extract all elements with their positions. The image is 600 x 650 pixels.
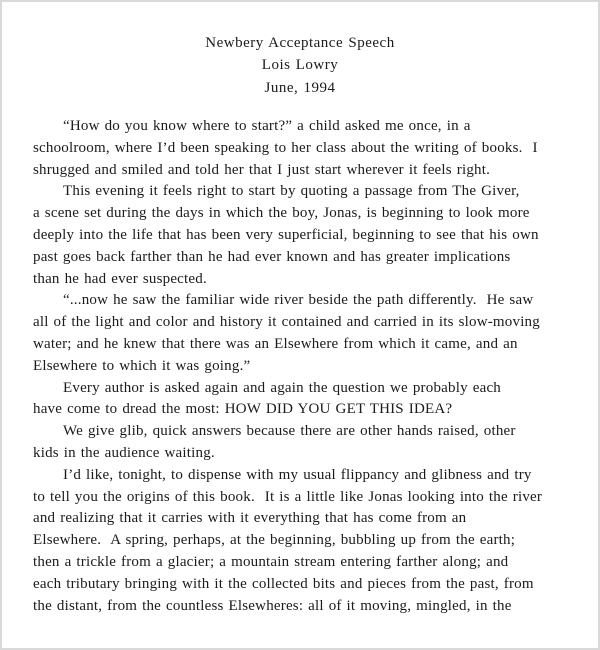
- text-line: deeply into the life that has been very superficial, beginning to see that his own: [33, 226, 539, 243]
- text-line: kids in the audience waiting.: [33, 444, 215, 461]
- text-line: “How do you know where to start?” a child asked me once, in a: [63, 118, 471, 134]
- text-line: and realizing that it carries with it everything that has come from an: [33, 510, 467, 527]
- text-line: I’d like, tonight, to dispense with my usual flippancy and glibness and try: [63, 466, 532, 483]
- text-line: past goes back farther than he had ever known and has greater implications: [33, 248, 511, 265]
- text-line: have come to dread the most: HOW DID YOU GET THIS IDEA?: [33, 401, 453, 418]
- text-line: all of the light and color and history it contained and carried in its slow-moving: [33, 314, 540, 331]
- text-line: schoolroom, where I’d been speaking to her class about the writing of books. I: [33, 139, 538, 156]
- text-line: water; and he knew that there was an Elsewhere from which it came, and an: [33, 335, 518, 352]
- document-title: Newbery Acceptance Speech: [205, 35, 395, 51]
- text-line: a scene set during the days in which the boy, Jonas, is beginning to look more: [33, 205, 530, 222]
- text-line: shrugged and smiled and told her that I just start wherever it feels right.: [33, 161, 491, 178]
- text-line: Elsewhere. A spring, perhaps, at the beginning, bubbling up from the earth;: [33, 532, 516, 549]
- document-body: [33, 116, 578, 617]
- text-line: to tell you the origins of this book. It is a little like Jonas looking into the river: [33, 488, 543, 505]
- text-line: “...now he saw the familiar wide river beside the path differently. He saw: [63, 292, 534, 309]
- text-line: This evening it feels right to start by quoting a passage from The Giver,: [63, 183, 520, 200]
- text-line: the distant, from the countless Elsewheres: all of it moving, mingled, in the: [33, 597, 512, 614]
- text-line: than he had ever suspected.: [33, 270, 207, 287]
- text-line: each tributary bringing with it the collected bits and pieces from the past, from: [33, 575, 534, 592]
- document-author: Lois Lowry: [261, 57, 339, 74]
- text-line: Elsewhere to which it was going.”: [33, 357, 251, 374]
- text-line: Every author is asked again and again the question we probably each: [63, 379, 502, 396]
- text-line: We give glib, quick answers because there are other hands raised, other: [63, 423, 516, 440]
- text-line: then a trickle from a glacier; a mountain stream entering farther along; and: [33, 553, 509, 570]
- document-date: June, 1994: [264, 79, 336, 96]
- title-block: [2, 32, 598, 99]
